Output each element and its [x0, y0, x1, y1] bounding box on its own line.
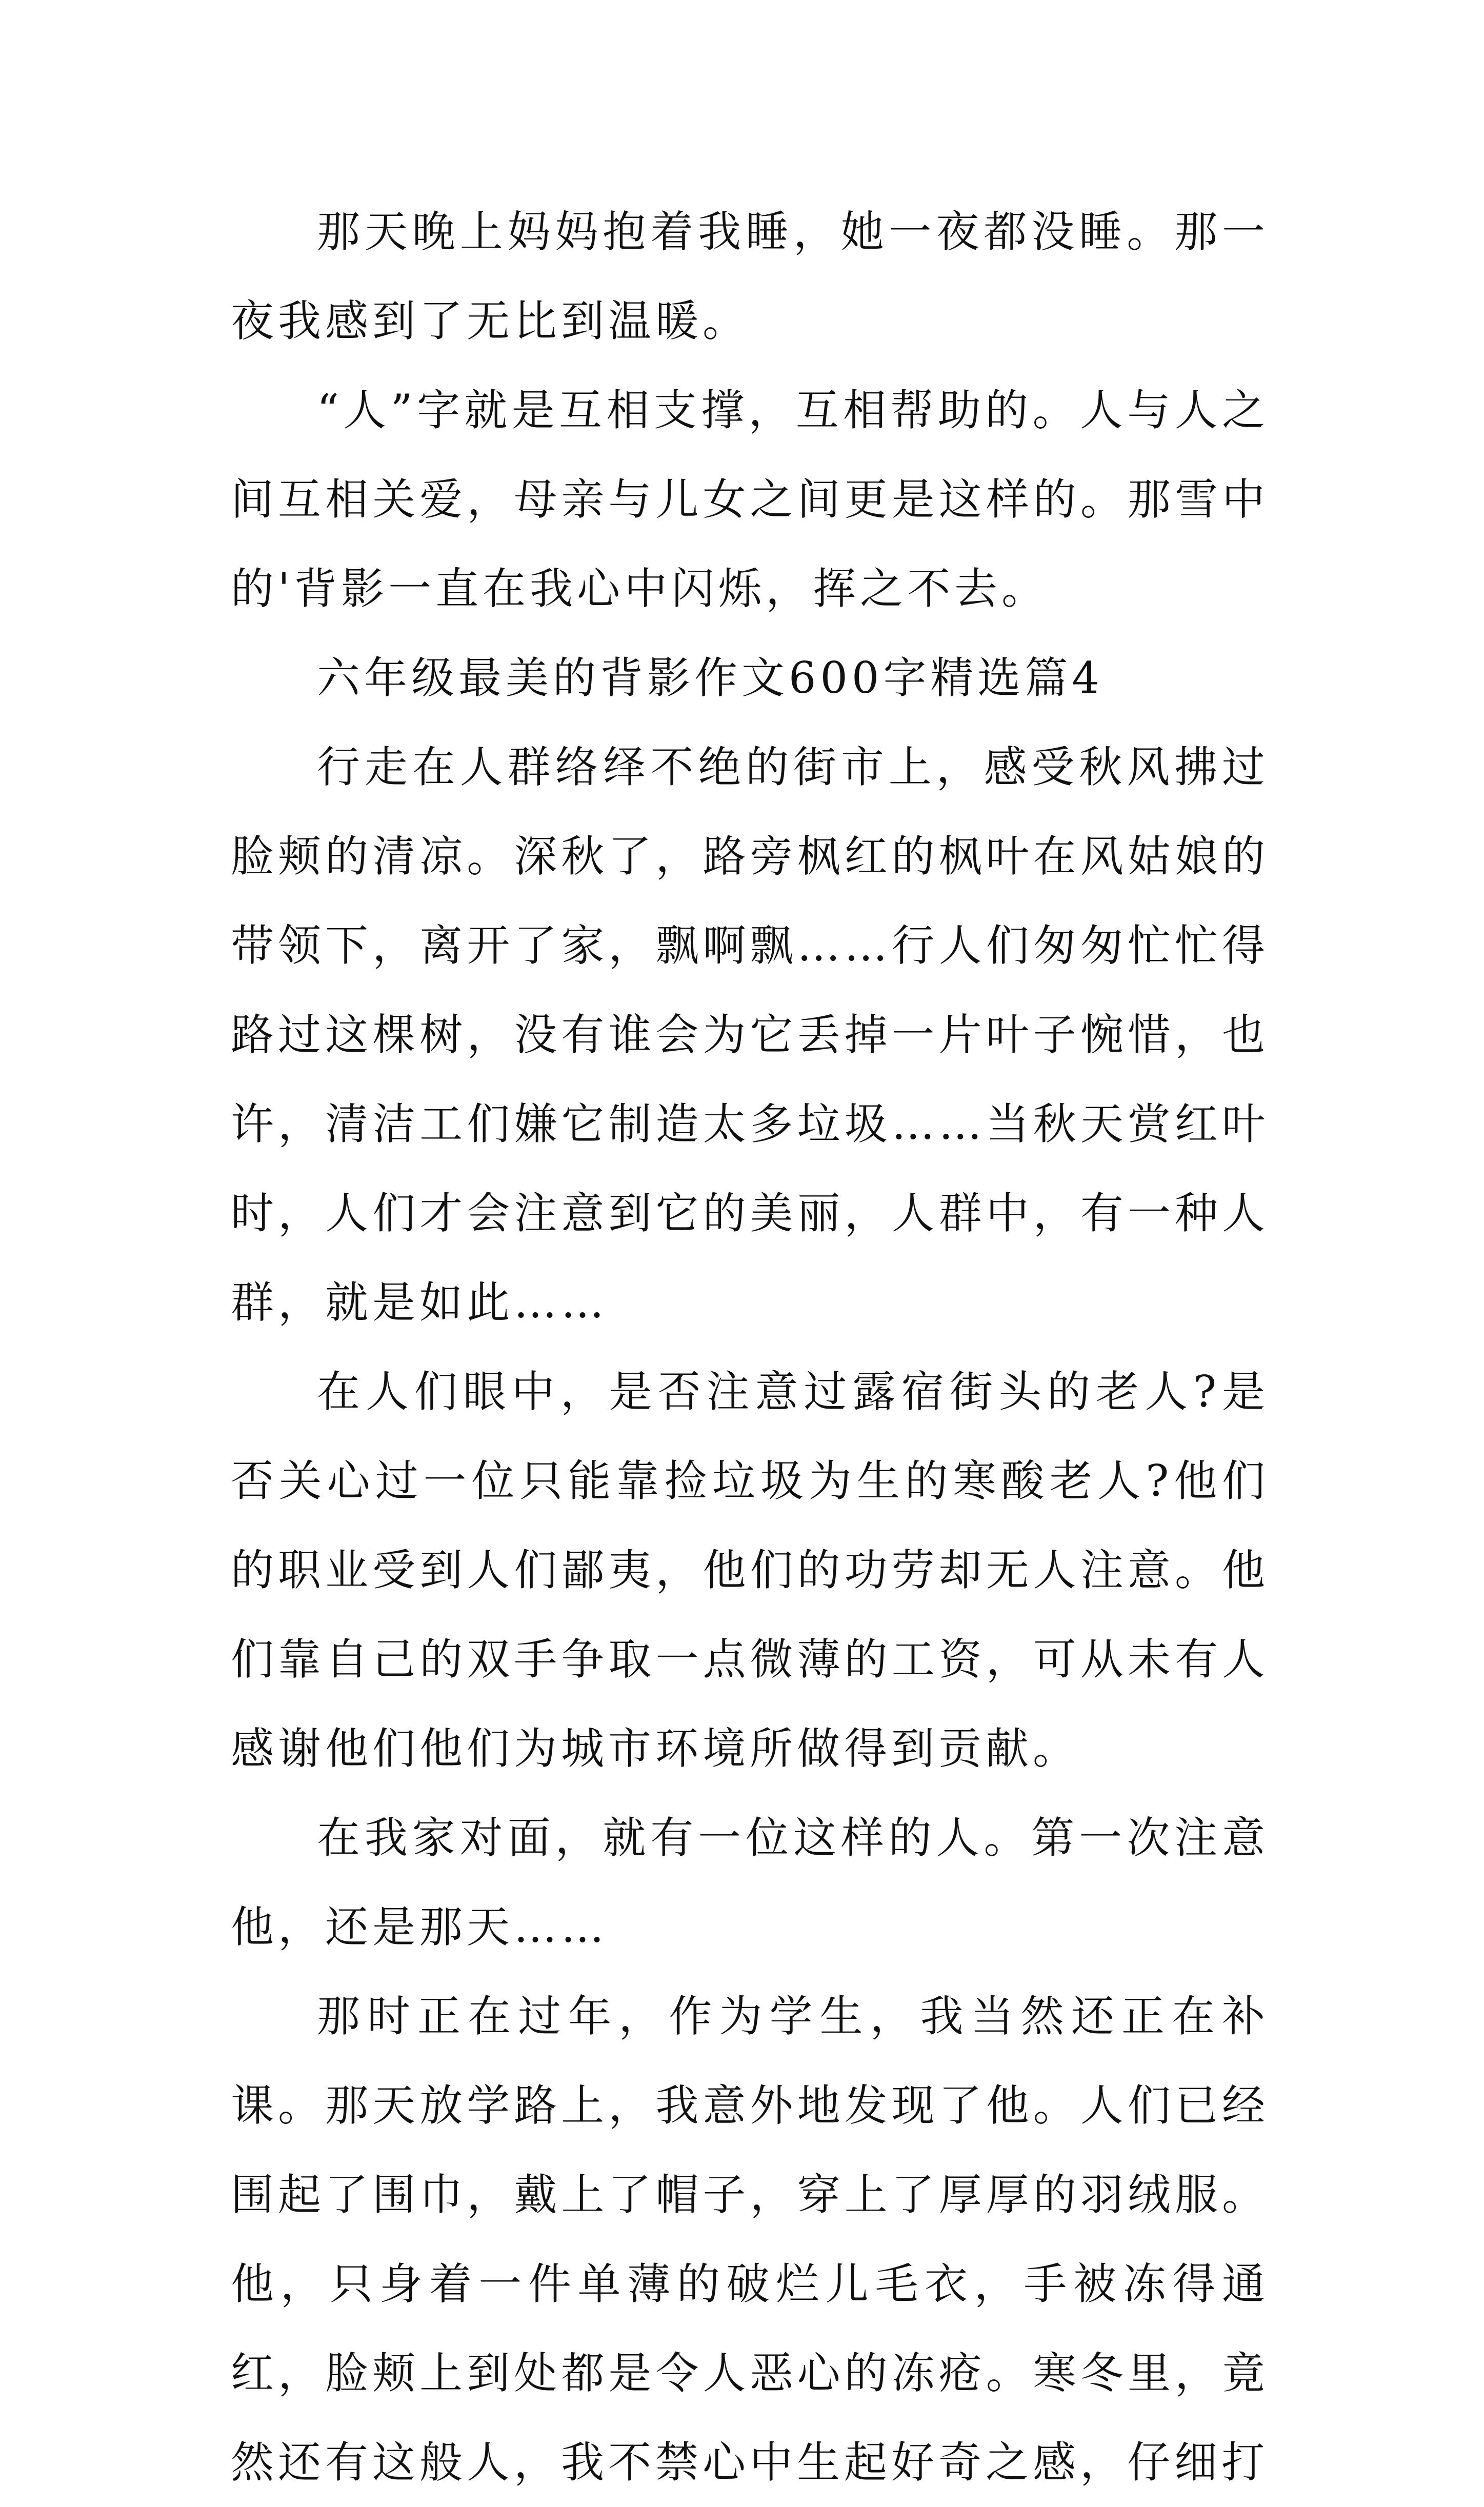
paragraph-6: 那时正在过年，作为学生，我当然还正在补课。那天放学路上，我意外地发现了他。人们已经围起了围巾，戴上了帽子，穿上了厚厚的羽绒服。他，只身着一件单薄的破烂儿毛衣，手被冻得通红，脸颊上到处都是令人恶心的冻疮。寒冬里，竟然还有这般人，我不禁心中生起好奇之感，仔细打: [231, 1991, 1269, 2488]
paragraph-4: 在人们眼中，是否注意过露宿街头的老人?是否关心过一位只能靠捡垃圾为生的寒酸老人?他们的职业受到人们鄙夷，他们的功劳却无人注意。他们靠自己的双手争取一点微薄的工资，可从未有人感谢他们他们为城市环境所做得到贡献。: [231, 1367, 1269, 1774]
paragraph-5: 在我家对面，就有一位这样的人。第一次注意他，还是那天……: [231, 1813, 1269, 1952]
paragraph-2: “人”字就是互相支撑，互相帮助的。人与人之间互相关爱，母亲与儿女之间更是这样的。那雪中的'背影一直在我心中闪烁，挥之不去。: [231, 385, 1269, 614]
paragraph-1: 那天晚上妈妈抱着我睡，她一夜都没睡。那一夜我感到了无比到温暖。: [231, 207, 1269, 346]
article-body: [231, 187, 1269, 2507]
section-heading: 六年级最美的背影作文600字精选篇4: [317, 653, 1104, 703]
paragraph-3: 行走在人群络绎不绝的街市上，感受秋风拂过脸颊的清凉。深秋了，路旁枫红的枫叶在风姑娘的带领下，离开了家，飘啊飘……行人们匆匆忙忙得路过这棵树，没有谁会为它丢掉一片叶子惋惜，也许，清洁工们嫌它制造太多垃圾……当秋天赏红叶时，人们才会注意到它的美丽，人群中，有一种人群，就是如此……: [231, 742, 1269, 1328]
